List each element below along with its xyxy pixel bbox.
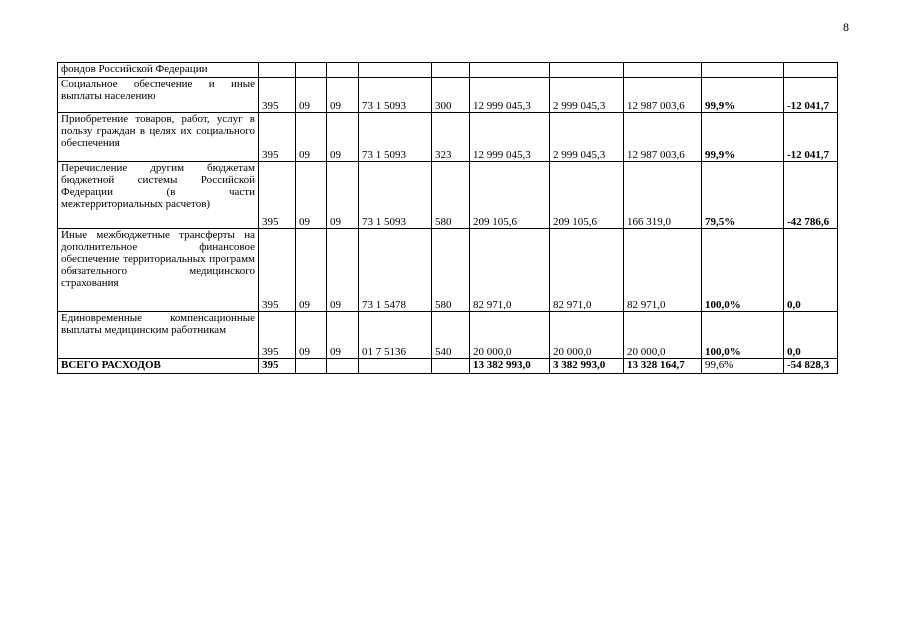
expense-type-code: 323 xyxy=(432,113,470,162)
deviation-amount xyxy=(784,63,838,78)
deviation-amount: -12 041,7 xyxy=(784,78,838,113)
total-executed-amount: 13 328 164,7 xyxy=(624,359,702,374)
expense-type-code: 540 xyxy=(432,312,470,359)
section-code: 09 xyxy=(296,229,327,312)
section-code: 09 xyxy=(296,162,327,229)
row-name: фондов Российской Федерации xyxy=(58,63,259,78)
total-section-code xyxy=(296,359,327,374)
execution-percent: 79,5% xyxy=(702,162,784,229)
execution-percent xyxy=(702,63,784,78)
subsection-code: 09 xyxy=(327,78,359,113)
total-label: ВСЕГО РАСХОДОВ xyxy=(58,359,259,374)
subsection-code: 09 xyxy=(327,312,359,359)
approved-amount: 12 999 045,3 xyxy=(470,78,550,113)
execution-percent: 99,9% xyxy=(702,78,784,113)
revised-amount: 2 999 045,3 xyxy=(550,113,624,162)
revised-amount: 209 105,6 xyxy=(550,162,624,229)
table-row xyxy=(58,113,838,162)
executed-amount: 82 971,0 xyxy=(624,229,702,312)
table-row xyxy=(58,229,838,312)
row-name: Иные межбюджетные трансферты на дополнительное финансовое обеспечение территориальных программ обязательного медицинского страхования xyxy=(58,229,259,312)
revised-amount: 2 999 045,3 xyxy=(550,78,624,113)
total-subsection-code xyxy=(327,359,359,374)
expense-type-code xyxy=(432,63,470,78)
approved-amount: 20 000,0 xyxy=(470,312,550,359)
subsection-code xyxy=(327,63,359,78)
executed-amount xyxy=(624,63,702,78)
expense-type-code: 580 xyxy=(432,229,470,312)
admin-code: 395 xyxy=(259,113,296,162)
target-code: 73 1 5093 xyxy=(359,78,432,113)
section-code: 09 xyxy=(296,78,327,113)
section-code: 09 xyxy=(296,312,327,359)
target-code: 73 1 5093 xyxy=(359,113,432,162)
deviation-amount: 0,0 xyxy=(784,312,838,359)
total-approved-amount: 13 382 993,0 xyxy=(470,359,550,374)
revised-amount xyxy=(550,63,624,78)
row-name: Социальное обеспечение и иные выплаты населению xyxy=(58,78,259,113)
admin-code xyxy=(259,63,296,78)
target-code: 73 1 5093 xyxy=(359,162,432,229)
subsection-code: 09 xyxy=(327,229,359,312)
admin-code: 395 xyxy=(259,162,296,229)
admin-code: 395 xyxy=(259,312,296,359)
revised-amount: 20 000,0 xyxy=(550,312,624,359)
executed-amount: 12 987 003,6 xyxy=(624,113,702,162)
deviation-amount: -12 041,7 xyxy=(784,113,838,162)
approved-amount: 209 105,6 xyxy=(470,162,550,229)
expense-type-code: 580 xyxy=(432,162,470,229)
target-code xyxy=(359,63,432,78)
row-name: Приобретение товаров, работ, услуг в пользу граждан в целях их социального обеспечения xyxy=(58,113,259,162)
execution-percent: 100,0% xyxy=(702,229,784,312)
total-row xyxy=(58,359,838,374)
executed-amount: 20 000,0 xyxy=(624,312,702,359)
total-admin-code: 395 xyxy=(259,359,296,374)
subsection-code: 09 xyxy=(327,113,359,162)
approved-amount: 12 999 045,3 xyxy=(470,113,550,162)
total-deviation-amount: -54 828,3 xyxy=(784,359,838,374)
revised-amount: 82 971,0 xyxy=(550,229,624,312)
table-row xyxy=(58,78,838,113)
table-row xyxy=(58,312,838,359)
total-revised-amount: 3 382 993,0 xyxy=(550,359,624,374)
target-code: 01 7 5136 xyxy=(359,312,432,359)
approved-amount: 82 971,0 xyxy=(470,229,550,312)
total-expense-type-code xyxy=(432,359,470,374)
expense-type-code: 300 xyxy=(432,78,470,113)
executed-amount: 12 987 003,6 xyxy=(624,78,702,113)
table-row xyxy=(58,162,838,229)
total-target-code xyxy=(359,359,432,374)
page-number: 8 xyxy=(843,20,849,34)
execution-percent: 99,9% xyxy=(702,113,784,162)
row-name: Перечисление другим бюджетам бюджетной системы Российской Федерации (в части межтерриториальных расчетов) xyxy=(58,162,259,229)
admin-code: 395 xyxy=(259,229,296,312)
subsection-code: 09 xyxy=(327,162,359,229)
total-execution-percent: 99,6% xyxy=(702,359,784,374)
expenditure-table xyxy=(57,62,838,374)
target-code: 73 1 5478 xyxy=(359,229,432,312)
deviation-amount: 0,0 xyxy=(784,229,838,312)
section-code xyxy=(296,63,327,78)
approved-amount xyxy=(470,63,550,78)
table-row xyxy=(58,63,838,78)
executed-amount: 166 319,0 xyxy=(624,162,702,229)
admin-code: 395 xyxy=(259,78,296,113)
section-code: 09 xyxy=(296,113,327,162)
row-name: Единовременные компенсационные выплаты медицинским работникам xyxy=(58,312,259,359)
execution-percent: 100,0% xyxy=(702,312,784,359)
deviation-amount: -42 786,6 xyxy=(784,162,838,229)
